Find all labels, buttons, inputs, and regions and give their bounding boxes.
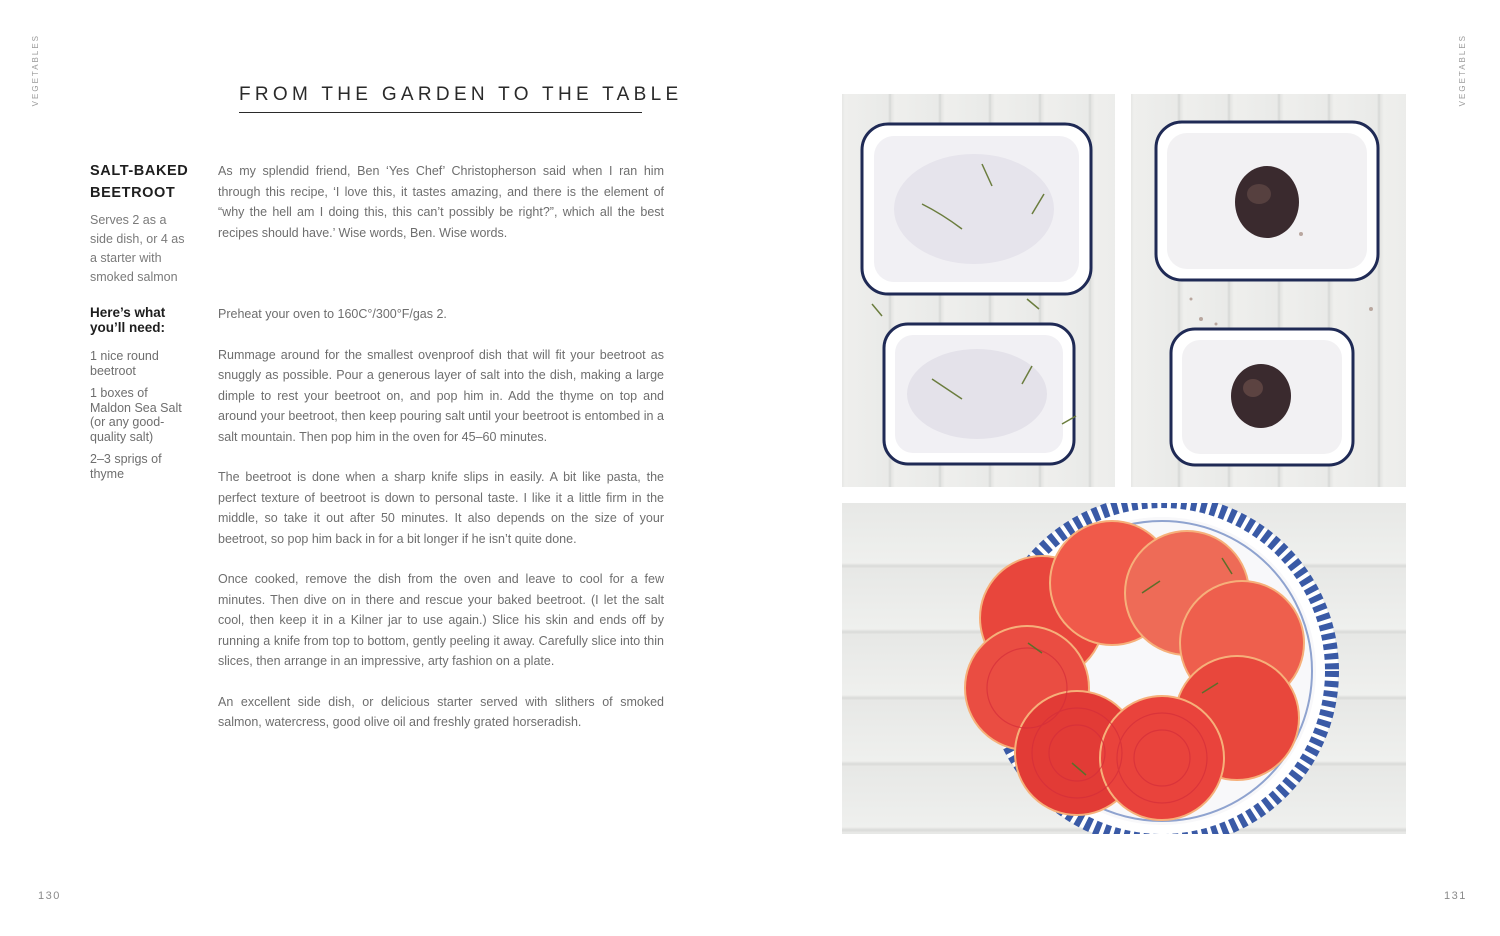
running-head-left: VEGETABLES <box>31 34 40 107</box>
page-number-left: 130 <box>38 890 61 902</box>
recipe-title: SALT-BAKED BEETROOT <box>90 163 189 201</box>
photo-salt-dishes-baked <box>1131 94 1406 487</box>
chapter-title: FROM THE GARDEN TO THE TABLE <box>239 84 642 113</box>
ingredient-list <box>90 349 190 489</box>
photo-salt-dishes-raw <box>842 94 1115 487</box>
beetroot-plate-illustration <box>842 503 1406 834</box>
running-head-right: VEGETABLES <box>1458 34 1467 107</box>
ingredient-item: 2–3 sprigs of thyme <box>90 452 162 481</box>
ingredient-item: 1 nice round beetroot <box>90 349 159 378</box>
method-step: Once cooked, remove the dish from the oven and leave to cool for a few minutes. Then dive on in there and rescue your baked beetroot. (I let the salt cool, then keep it in a Kilner jar to use again.) Slice his skin and ends off by running a knife from top to bottom, gently peeling it away. Carefully slice into thin slices, then arrange in an impressive, arty fashion on a plate. <box>218 572 664 668</box>
serving-suggestion: An excellent side dish, or delicious starter served with slithers of smoked salmon, watercress, good olive oil and freshly grated horseradish. <box>218 694 664 729</box>
salt-dishes-baked-illustration <box>1131 94 1406 487</box>
photo-beetroot-plate <box>842 503 1406 834</box>
salt-dishes-raw-illustration <box>842 94 1115 487</box>
method-step: Preheat your oven to 160C°/300°F/gas 2. <box>218 307 447 321</box>
page-number-right: 131 <box>1444 890 1467 902</box>
ingredients-heading: Here’s what you’ll need: <box>90 305 166 335</box>
ingredient-item: 1 boxes of Maldon Sea Salt (or any good-quality salt) <box>90 386 182 444</box>
intro-paragraph: As my splendid friend, Ben ‘Yes Chef’ Christopherson said when I ran him through this recipe, ‘I love this, it tastes amazing, and there is the element of “why the hell am I doing this, this can’t possibly be right?”, which all the best recipes should have.’ Wise words, Ben. Wise words. <box>218 164 664 240</box>
recipe-body <box>218 161 664 753</box>
serves-note: Serves 2 as a side dish, or 4 as a starter with smoked salmon <box>90 213 185 284</box>
method-step: Rummage around for the smallest ovenproof dish that will fit your beetroot as snuggly as possible. Pour a generous layer of salt into the dish, making a large dimple to rest your beetroot on, and pop him in. Add the thyme on top and around your beetroot, then keep pouring salt until your beetroot is entombed in a salt mountain. Then pop him in the oven for 45–60 minutes. <box>218 347 664 444</box>
method-step: The beetroot is done when a sharp knife slips in easily. A bit like pasta, the perfect texture of beetroot is down to personal taste. I like it a little firm in the middle, so take it out after 50 minutes. It also depends on the size of your beetroot, so pop him back in for a bit longer if he isn’t quite done. <box>218 470 664 546</box>
